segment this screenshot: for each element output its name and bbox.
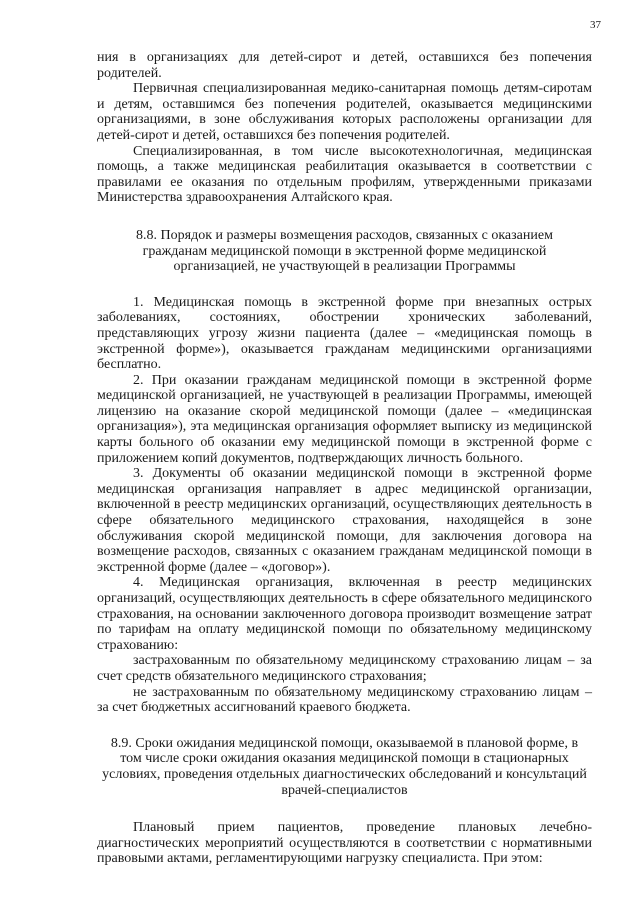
sub-list-item: не застрахованным по обязательному медицинскому страхованию лицам – за счет бюджетных ассигнований краевого бюджета.: [97, 684, 592, 716]
page-number: 37: [590, 19, 601, 31]
section-heading-8-9: 8.9. Сроки ожидания медицинской помощи, оказываемой в плановой форме, в том числе сроки ожидания оказания медицинской помощи в стационарных условиях, проведения отдельных диагностических обследований и консультаций врачей-специалистов: [102, 735, 587, 798]
sub-list-item: застрахованным по обязательному медицинскому страхованию лицам – за счет средств обязательного медицинского страхования;: [97, 653, 592, 684]
list-item: 3. Документы об оказании медицинской помощи в экстренной форме медицинская организация направляет в адрес медицинской организации, включенной в реестр медицинских организаций, осуществляющих деятельность в сфере обязательного медицинского страхования, находящейся в зоне обслуживания скорой медицинской помощи, для заключения договора на возмещение расходов, связанных с оказанием гражданам медицинской помощи в экстренной форме (далее – «договор»).: [97, 466, 592, 575]
paragraph: ния в организациях для детей-сирот и детей, оставшихся без попечения родителей.: [97, 50, 592, 81]
section-heading-8-8: 8.8. Порядок и размеры возмещения расходов, связанных с оказанием гражданам медицинской помощи в экстренной форме медицинской организацией, не участвующей в реализации Программы: [136, 227, 553, 275]
document-body: [97, 50, 592, 867]
paragraph: Плановый прием пациентов, проведение плановых лечебно-диагностических мероприятий осуществляются в соответствии с нормативными правовыми актами, регламентирующими нагрузку специалиста. При этом:: [97, 820, 592, 867]
list-item: 4. Медицинская организация, включенная в реестр медицинских организаций, осуществляющих деятельность в сфере обязательного медицинского страхования, на основании заключенного договора производит возмещение затрат по тарифам на оплату медицинской помощи по обязательному медицинскому страхованию:: [97, 575, 592, 653]
list-item: 1. Медицинская помощь в экстренной форме при внезапных острых заболеваниях, состояниях, обострении хронических заболеваний, представляющих угрозу жизни пациента (далее – «медицинская помощь в экстренной форме»), оказывается гражданам медицинскими организациями бесплатно.: [97, 294, 592, 373]
paragraph: Специализированная, в том числе высокотехнологичная, медицинская помощь, а также медицинская реабилитация оказывается в соответствии с правилами ее оказания по отдельным профилям, утвержденными приказами Министерства здравоохранения Алтайского края.: [97, 143, 592, 206]
paragraph: Первичная специализированная медико-санитарная помощь детям-сиротам и детям, оставшимся без попечения родителей, оказывается медицинскими организациями, в зоне обслуживания которых расположены организации для детей-сирот и детей, оставшихся без попечения родителей.: [97, 81, 592, 143]
list-item: 2. При оказании гражданам медицинской помощи в экстренной форме медицинской организацией, не участвующей в реализации Программы, имеющей лицензию на оказание скорой медицинской помощи (далее – «медицинская организация»), эта медицинская организация оформляет выписку из медицинской карты больного об оказании ему медицинской помощи в экстренной форме с приложением копий документов, подтверждающих личность больного.: [97, 372, 592, 466]
